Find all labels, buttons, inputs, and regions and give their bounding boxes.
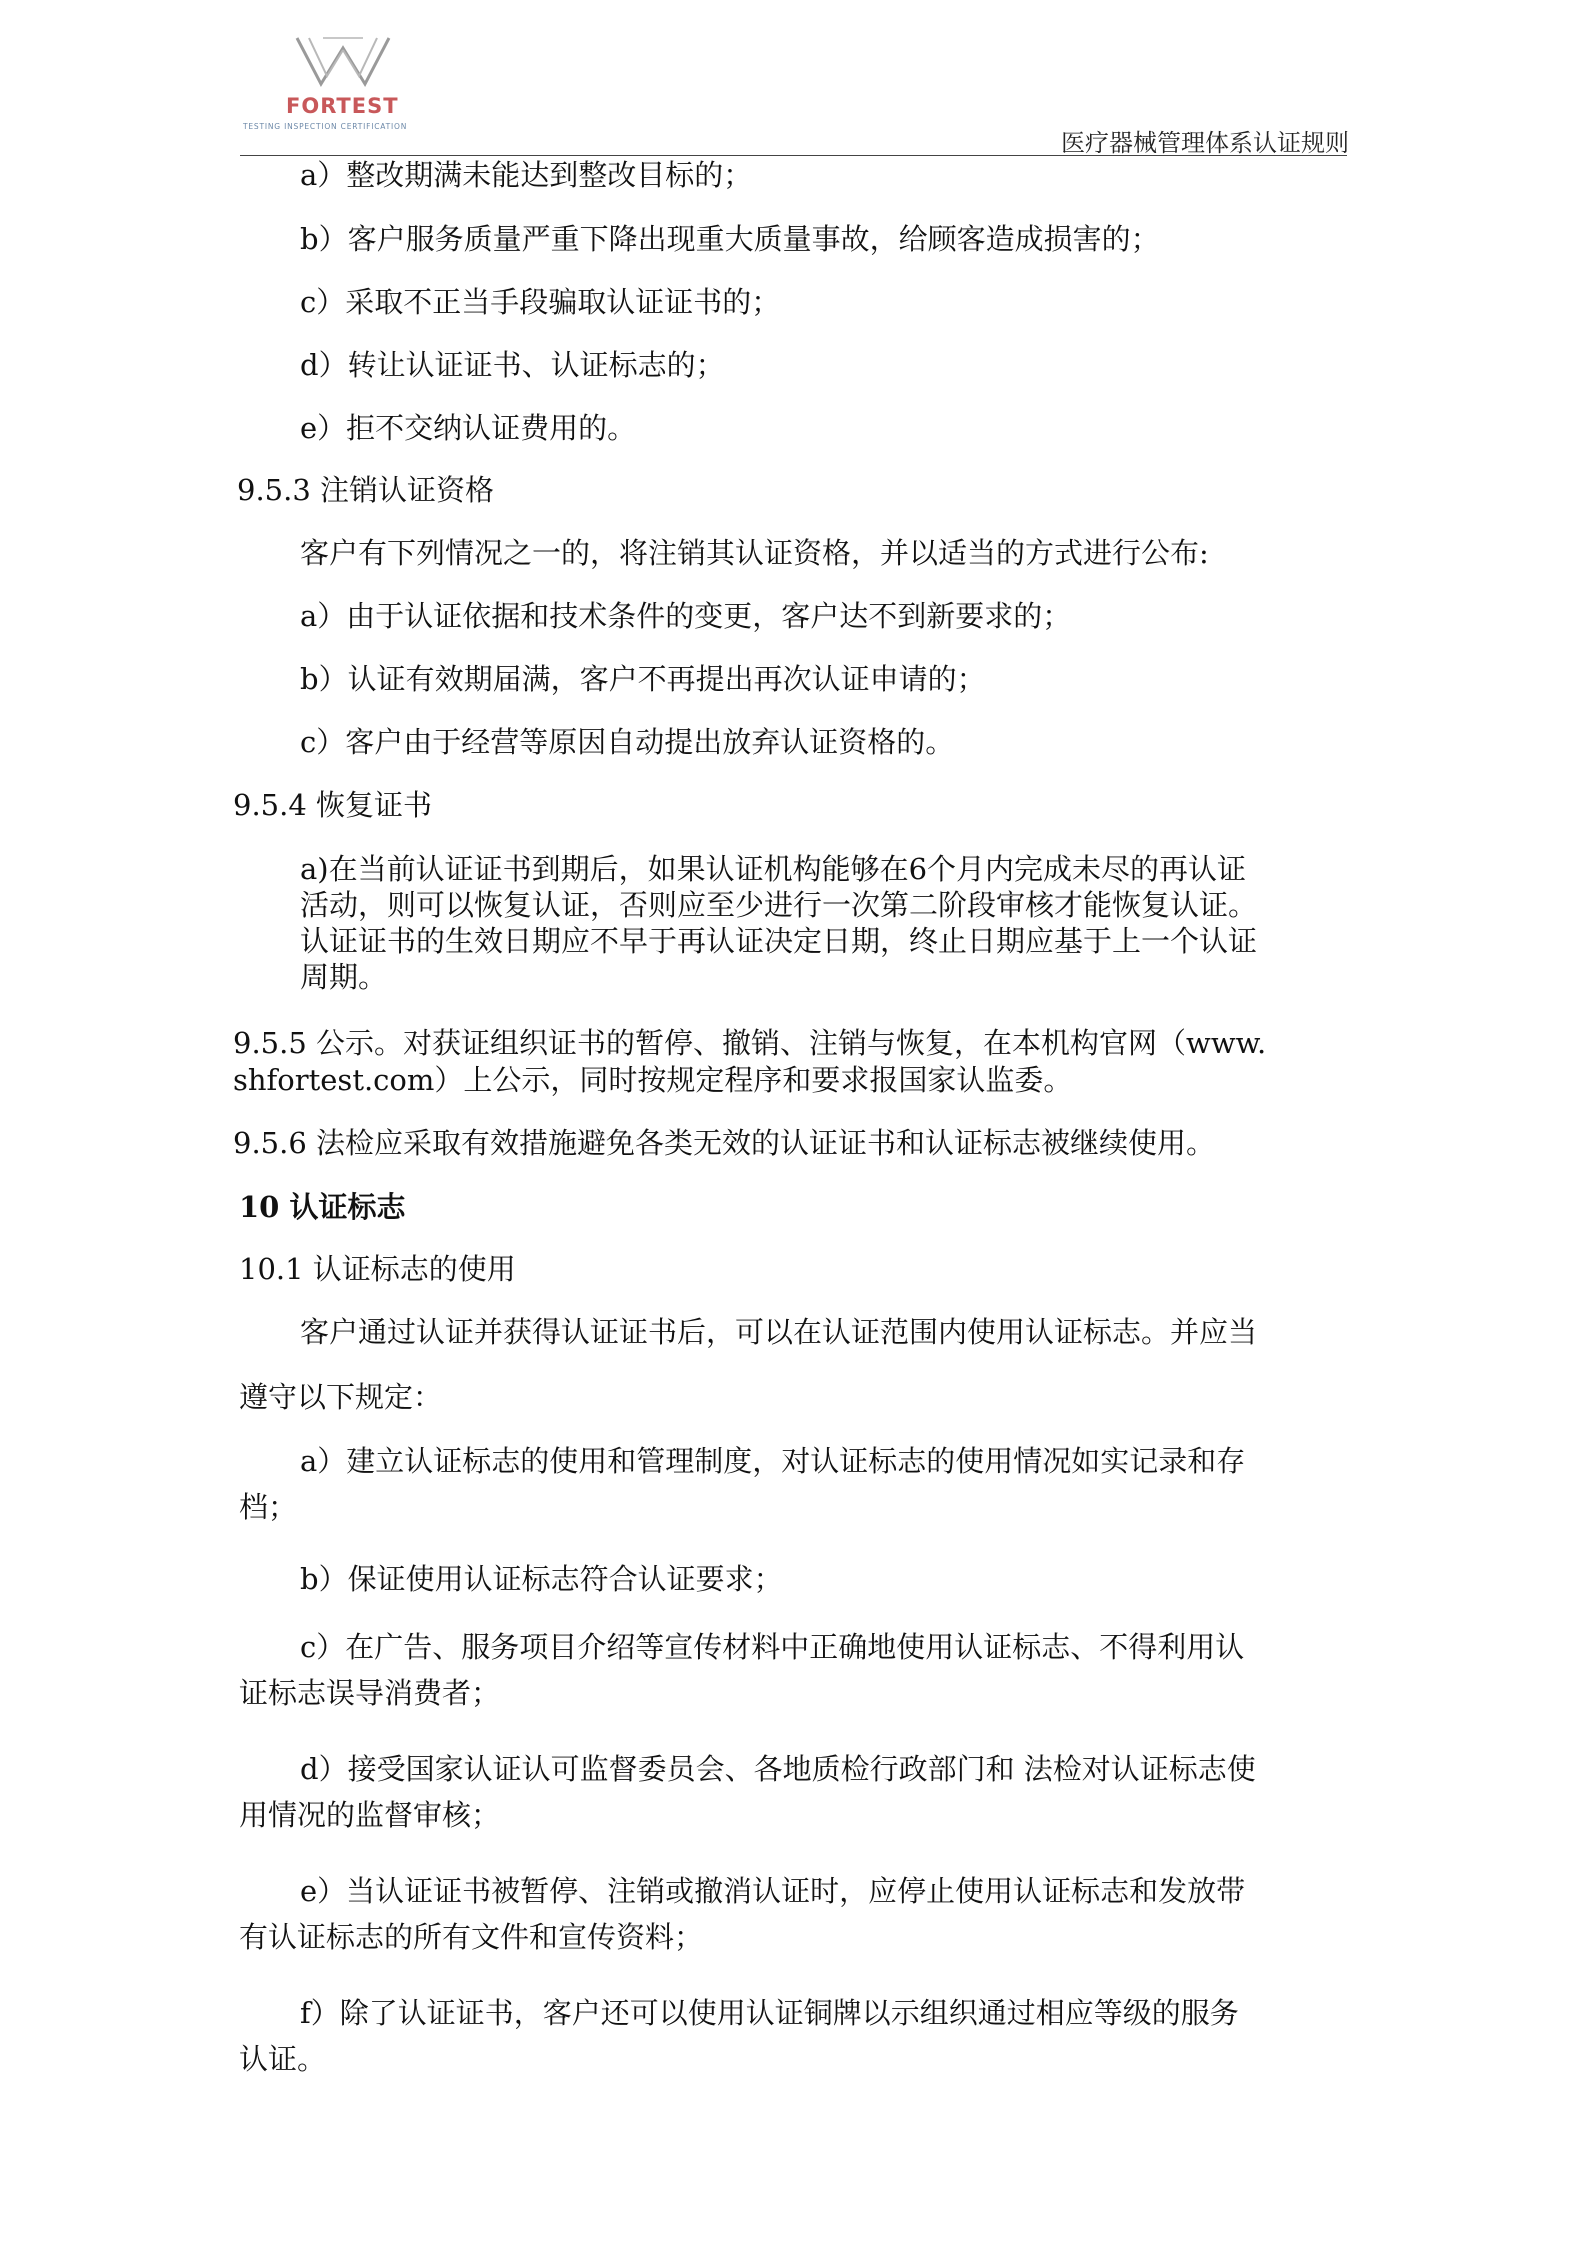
header-divider (240, 155, 1347, 156)
page-header (0, 0, 1587, 160)
paragraph-line: f）除了认证证书，客户还可以使用认证铜牌以示组织通过相应等级的服务 (300, 1996, 1239, 2030)
paragraph-line: d）接受国家认证认可监督委员会、各地质检行政部门和 法检对认证标志使 (300, 1752, 1256, 1786)
section-heading-10: 10 认证标志 (239, 1190, 406, 1224)
paragraph-line: 9.5.5 公示。对获证组织证书的暂停、撤销、注销与恢复，在本机构官网（www. (233, 1026, 1267, 1060)
paragraph-line: a)在当前认证证书到期后，如果认证机构能够在6个月内完成未尽的再认证 (300, 852, 1247, 886)
paragraph-line: e）当认证证书被暂停、注销或撤消认证时，应停止使用认证标志和发放带 (300, 1874, 1246, 1908)
paragraph-list-item: b）认证有效期届满，客户不再提出再次认证申请的； (300, 662, 986, 696)
section-heading-10-1: 10.1 认证标志的使用 (239, 1252, 516, 1286)
logo-wordmark: FORTEST (286, 94, 399, 118)
fortest-w-mark-icon (293, 36, 393, 88)
paragraph-line: shfortest.com）上公示，同时按规定程序和要求报国家认监委。 (233, 1063, 1073, 1097)
paragraph-list-item: c）采取不正当手段骗取认证证书的； (300, 285, 781, 319)
paragraph-line: a）建立认证标志的使用和管理制度，对认证标志的使用情况如实记录和存 (300, 1444, 1246, 1478)
paragraph-list-item: a）整改期满未能达到整改目标的； (300, 158, 753, 192)
paragraph-line: 认证证书的生效日期应不早于再认证决定日期，终止日期应基于上一个认证 (300, 924, 1258, 958)
paragraph-list-item: b）客户服务质量严重下降出现重大质量事故，给顾客造成损害的； (300, 222, 1160, 256)
paragraph-line: 活动，则可以恢复认证，否则应至少进行一次第二阶段审核才能恢复认证。 (300, 888, 1258, 922)
paragraph-line: 客户通过认证并获得认证证书后，可以在认证范围内使用认证标志。并应当 (300, 1315, 1258, 1349)
paragraph-line: 用情况的监督审核； (239, 1798, 501, 1832)
section-heading-9-5-4: 9.5.4 恢复证书 (233, 788, 433, 822)
document-title: 医疗器械管理体系认证规则 (1061, 129, 1349, 157)
paragraph: 客户有下列情况之一的，将注销其认证资格，并以适当的方式进行公布: (300, 536, 1209, 570)
paragraph-line: 周期。 (300, 960, 388, 994)
paragraph-list-item: d）转让认证证书、认证标志的； (300, 348, 725, 382)
paragraph: 9.5.6 法检应采取有效措施避免各类无效的认证证书和认证标志被继续使用。 (233, 1126, 1216, 1160)
paragraph-list-item: e）拒不交纳认证费用的。 (300, 411, 637, 445)
paragraph-line: 有认证标志的所有文件和宣传资料； (239, 1920, 704, 1954)
paragraph-line: 档； (239, 1490, 298, 1524)
paragraph-line: c）在广告、服务项目介绍等宣传材料中正确地使用认证标志、不得利用认 (300, 1630, 1245, 1664)
section-heading-9-5-3: 9.5.3 注销认证资格 (237, 473, 495, 507)
paragraph-list-item: c）客户由于经营等原因自动提出放弃认证资格的。 (300, 725, 955, 759)
company-logo (243, 36, 443, 140)
logo-tagline: TESTING INSPECTION CERTIFICATION (243, 122, 408, 131)
paragraph-list-item: b）保证使用认证标志符合认证要求； (300, 1562, 783, 1596)
paragraph-line: 证标志误导消费者； (239, 1676, 501, 1710)
paragraph-line: 认证。 (239, 2042, 327, 2076)
paragraph-list-item: a）由于认证依据和技术条件的变更，客户达不到新要求的； (300, 599, 1072, 633)
paragraph-line: 遵守以下规定： (239, 1380, 443, 1414)
